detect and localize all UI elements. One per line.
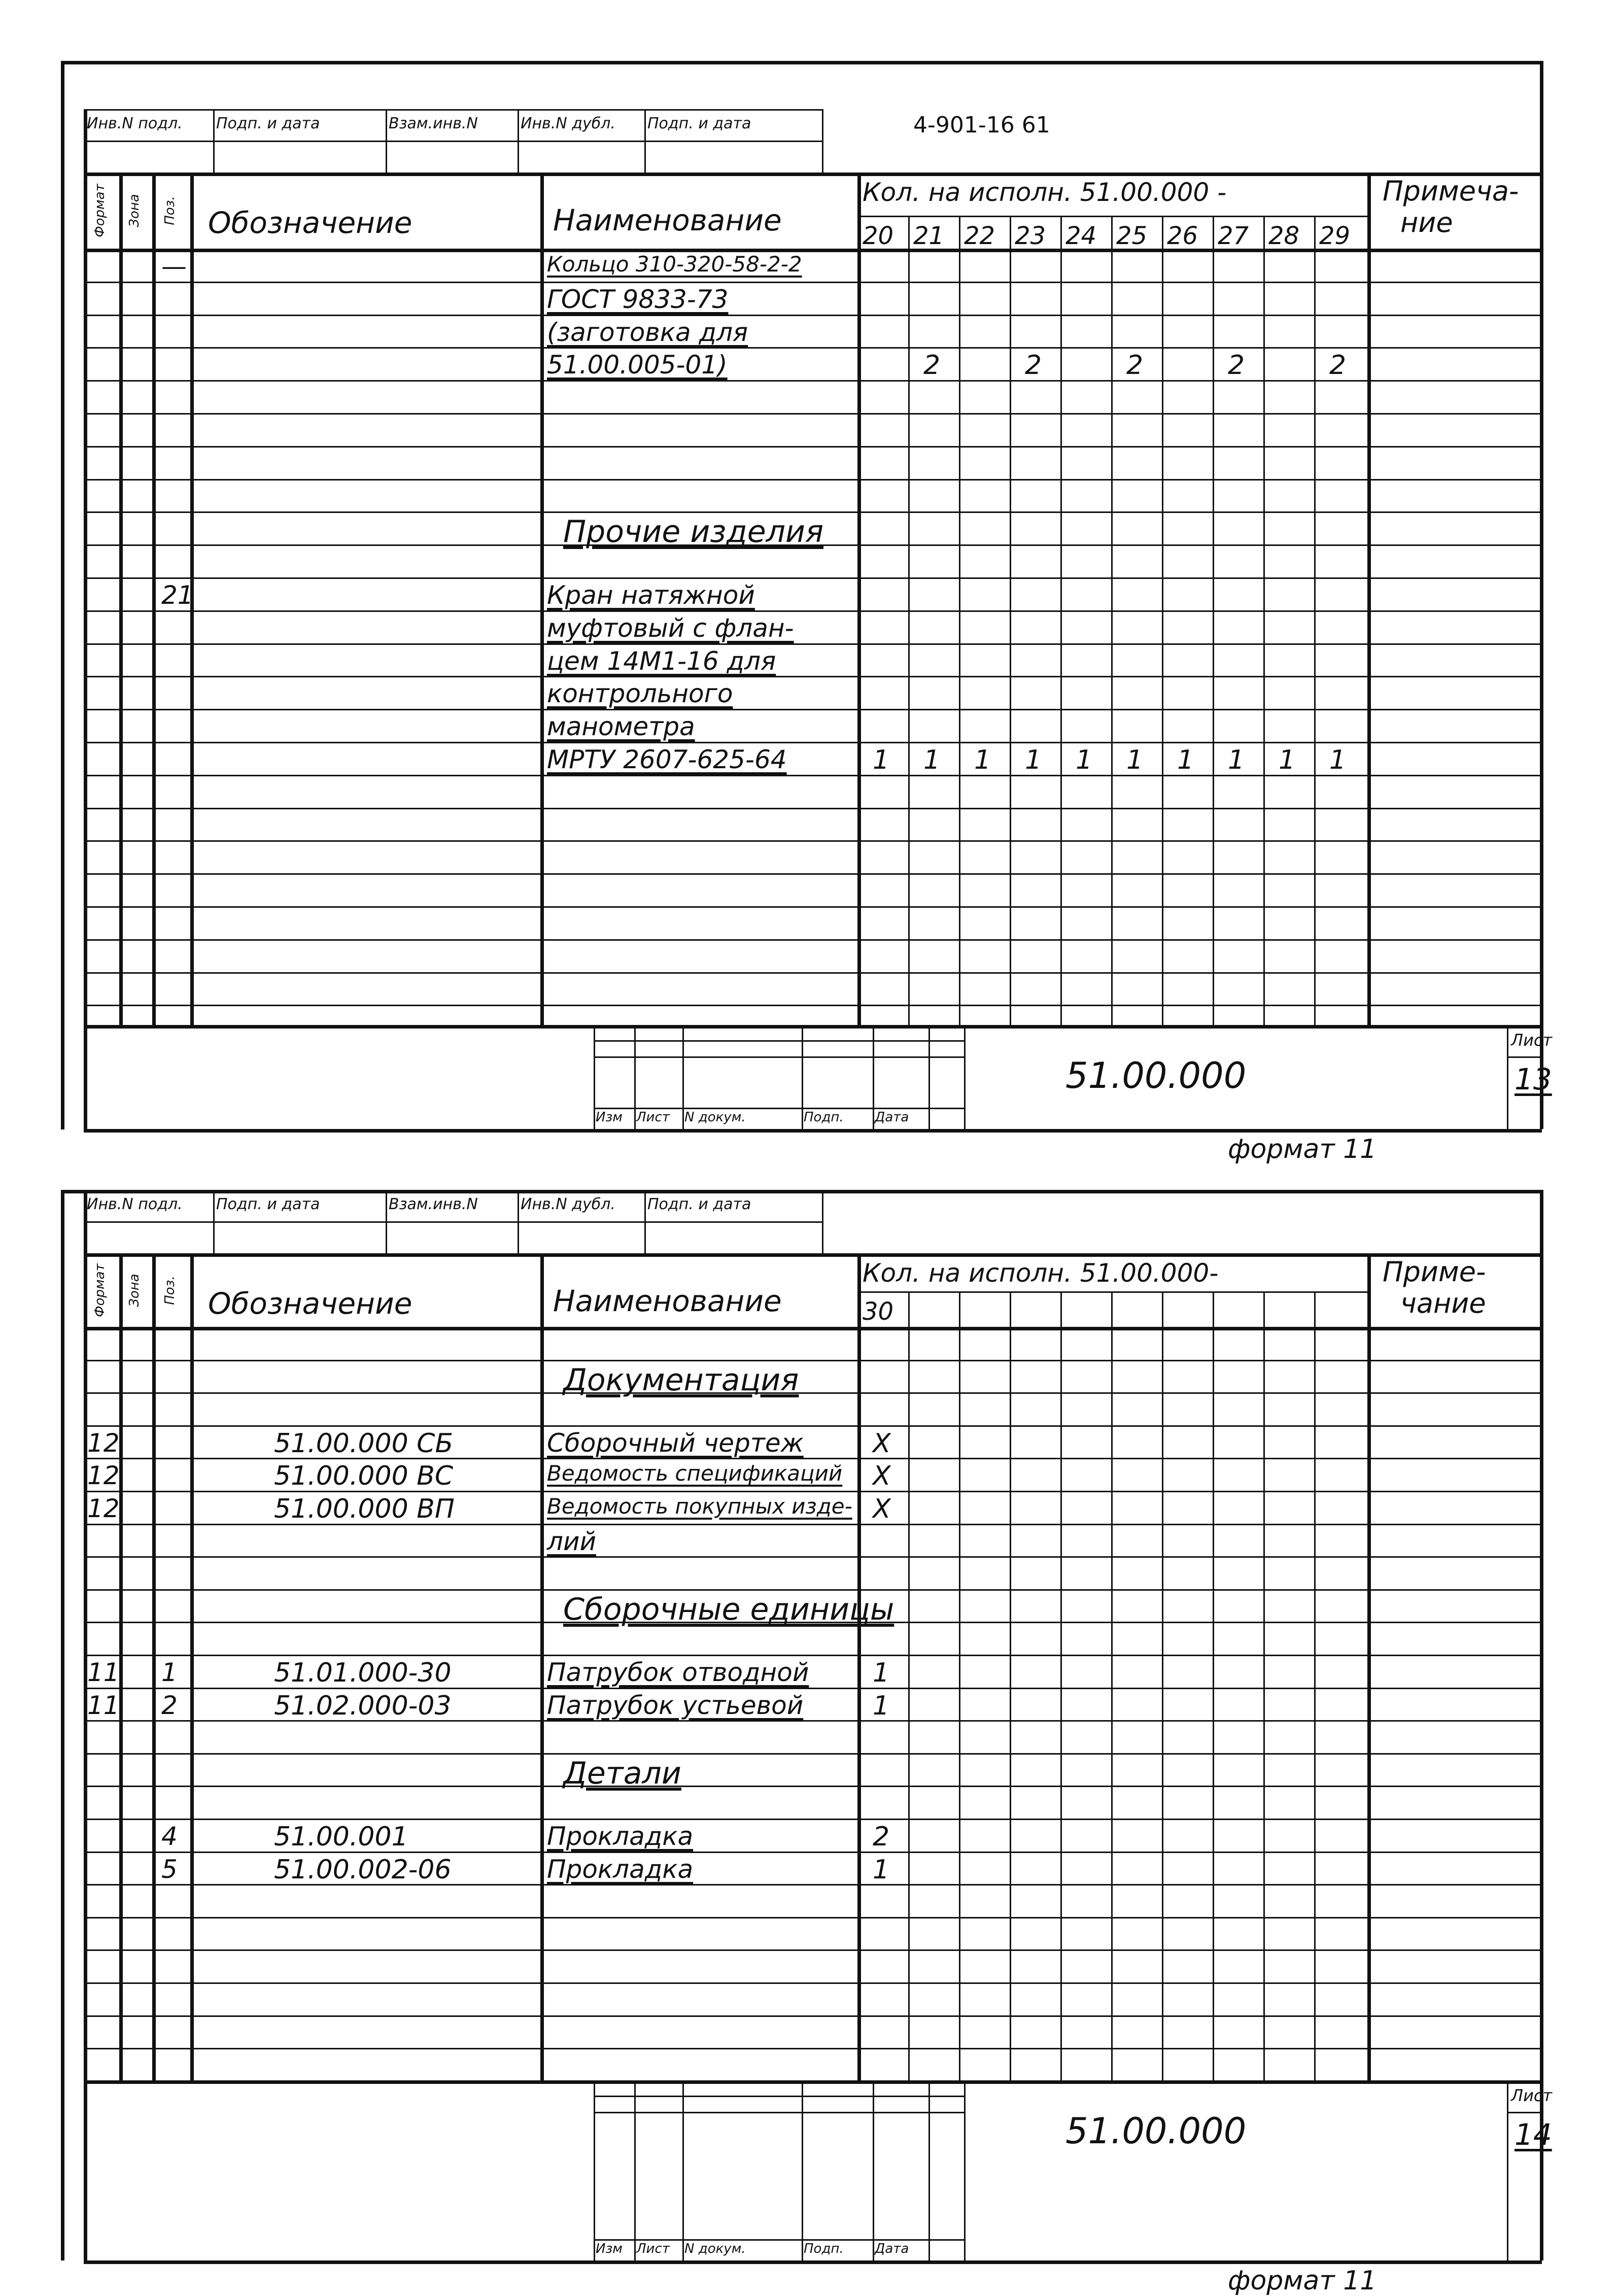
margin-cell-label: Инв.N дубл. xyxy=(521,115,615,132)
grid-line xyxy=(84,742,1540,743)
grid-line xyxy=(84,511,1540,513)
grid-line xyxy=(644,109,646,173)
row-quantity: 1 xyxy=(923,745,941,775)
row-name: Патрубок отводной xyxy=(547,1658,809,1687)
row-quantity: X xyxy=(873,1428,891,1459)
grid-line xyxy=(84,1025,1540,1029)
grid-line xyxy=(61,61,64,1129)
row-name: Кран натяжной xyxy=(547,580,755,610)
grid-line xyxy=(964,2080,966,2260)
grid-line xyxy=(1314,216,1316,1025)
grid-line xyxy=(84,2260,1542,2264)
grid-line xyxy=(540,1253,544,2080)
row-quantity: 1 xyxy=(1279,745,1296,775)
grid-line xyxy=(873,2080,874,2260)
grid-line xyxy=(84,906,1540,908)
grid-line xyxy=(84,109,85,173)
stamp-label: Лист xyxy=(636,2241,670,2256)
grid-line xyxy=(84,1917,1540,1918)
row-name: манометра xyxy=(547,712,695,742)
margin-cell-label: Взам.инв.N xyxy=(389,1195,478,1213)
grid-line xyxy=(84,577,1540,579)
grid-line xyxy=(84,315,1540,316)
variant-number: 22 xyxy=(964,222,995,250)
col-header-format: Формат xyxy=(92,184,108,237)
row-quantity: 2 xyxy=(1329,350,1347,381)
grid-line xyxy=(1507,1056,1540,1058)
grid-line xyxy=(594,2096,964,2097)
grid-line xyxy=(84,676,1540,677)
row-name: Ведомость покупных изде- xyxy=(547,1494,852,1519)
section-heading: Детали xyxy=(563,1755,681,1791)
row-quantity: 1 xyxy=(1329,745,1347,775)
row-quantity: 2 xyxy=(873,1822,890,1852)
margin-cell-label: Взам.инв.N xyxy=(389,115,478,132)
grid-line xyxy=(1263,216,1265,1025)
row-name: МРТУ 2607-625-64 xyxy=(547,745,787,774)
row-designation: 51.01.000-30 xyxy=(274,1658,452,1688)
row-position: 21 xyxy=(161,580,194,610)
spec-sheet-13 xyxy=(0,0,1618,1142)
col-header-pos: Поз. xyxy=(162,1275,178,1305)
row-format: 11 xyxy=(87,1690,120,1720)
row-quantity: 1 xyxy=(873,1854,890,1885)
col-header-note-line1: Примеча- xyxy=(1383,175,1519,207)
row-quantity: 1 xyxy=(1126,745,1144,775)
grid-line xyxy=(84,141,822,142)
stamp-label: Дата xyxy=(875,2241,909,2256)
row-position: 2 xyxy=(161,1690,178,1720)
grid-line xyxy=(634,2080,636,2260)
stamp-document-number: 51.00.000 xyxy=(1065,2110,1247,2152)
row-name: контрольного xyxy=(547,679,733,709)
row-name: Прокладка xyxy=(547,1854,694,1884)
grid-line xyxy=(857,173,861,1025)
grid-line xyxy=(518,1190,519,1253)
variant-number: 23 xyxy=(1015,222,1046,250)
section-heading: Сборочные единицы xyxy=(563,1591,894,1627)
row-quantity: 2 xyxy=(1025,350,1042,381)
grid-line xyxy=(959,216,960,1025)
variant-number: 25 xyxy=(1116,222,1148,250)
grid-line xyxy=(873,1025,874,1129)
grid-line xyxy=(84,939,1540,941)
grid-line xyxy=(908,216,910,1025)
variant-number: 26 xyxy=(1167,222,1198,250)
grid-line xyxy=(594,2239,964,2241)
stamp-sheet-label: Лист xyxy=(1511,2086,1553,2105)
grid-line xyxy=(84,1819,1540,1820)
grid-line xyxy=(84,446,1540,448)
stamp-label: Дата xyxy=(875,1110,909,1125)
grid-line xyxy=(84,1753,1540,1755)
row-format: 12 xyxy=(87,1494,120,1523)
grid-line xyxy=(644,1190,646,1253)
margin-cell-label: Инв.N подл. xyxy=(87,1195,183,1213)
grid-line xyxy=(84,282,1540,283)
grid-line xyxy=(61,1190,64,2260)
row-name: Патрубок устьевой xyxy=(547,1690,804,1720)
col-header-name: Наименование xyxy=(553,1284,782,1318)
stamp-label: Подп. xyxy=(804,1110,844,1125)
row-quantity: 1 xyxy=(873,1658,890,1688)
variant-number: 24 xyxy=(1065,222,1097,250)
grid-line xyxy=(518,109,519,173)
grid-line xyxy=(386,109,387,173)
stamp-document-number: 51.00.000 xyxy=(1065,1055,1247,1096)
grid-line xyxy=(857,1253,861,2080)
grid-line xyxy=(190,1253,194,2080)
variant-number: 29 xyxy=(1319,222,1351,250)
grid-line xyxy=(928,1025,930,1129)
grid-line xyxy=(1367,173,1371,1025)
row-position: 4 xyxy=(161,1822,178,1851)
grid-line xyxy=(84,709,1540,710)
grid-line xyxy=(84,109,822,111)
row-quantity: 1 xyxy=(1228,745,1245,775)
grid-line xyxy=(594,1056,964,1058)
grid-line xyxy=(682,2080,684,2260)
row-name: лий xyxy=(547,1526,596,1556)
row-quantity: 1 xyxy=(1025,745,1042,775)
grid-line xyxy=(594,1108,964,1109)
grid-line xyxy=(84,1786,1540,1787)
section-heading: Документация xyxy=(563,1362,799,1398)
grid-line xyxy=(84,1949,1540,1951)
row-quantity: 2 xyxy=(923,350,941,381)
grid-line xyxy=(594,2112,964,2113)
variant-number: 20 xyxy=(863,222,894,250)
variant-number: 21 xyxy=(913,222,945,250)
grid-line xyxy=(1010,1291,1011,2080)
col-header-designation: Обозначение xyxy=(208,205,412,240)
row-designation: 51.02.000-03 xyxy=(274,1690,452,1721)
grid-line xyxy=(84,173,1540,176)
col-header-note-line1: Приме- xyxy=(1383,1256,1486,1288)
row-name: Ведомость спецификаций xyxy=(547,1461,843,1486)
grid-line xyxy=(1507,2080,1508,2260)
grid-line xyxy=(84,1190,822,1191)
grid-line xyxy=(802,2080,803,2260)
col-header-pos: Поз. xyxy=(162,196,178,225)
grid-line xyxy=(802,1025,803,1129)
grid-line xyxy=(822,109,823,173)
margin-cell-label: Инв.N дубл. xyxy=(521,1195,615,1213)
grid-line xyxy=(84,413,1540,415)
stamp-label: Изм xyxy=(596,1110,623,1125)
stamp-label: Лист xyxy=(636,1110,670,1125)
row-name: Прокладка xyxy=(547,1822,694,1851)
grid-line xyxy=(1060,216,1062,1025)
grid-line xyxy=(84,643,1540,645)
row-quantity: 1 xyxy=(873,745,890,775)
row-position: — xyxy=(161,252,187,281)
col-header-note-line2: чание xyxy=(1400,1287,1486,1319)
row-designation: 51.00.000 ВС xyxy=(274,1461,454,1492)
grid-line xyxy=(84,1392,1540,1394)
grid-line xyxy=(908,1291,910,2080)
col-header-name: Наименование xyxy=(553,203,782,237)
grid-line xyxy=(119,1253,123,2080)
grid-line xyxy=(84,1005,1540,1006)
row-name: Сборочный чертеж xyxy=(547,1428,804,1458)
grid-line xyxy=(959,1291,960,2080)
grid-line xyxy=(119,173,123,1025)
row-name: цем 14М1-16 для xyxy=(547,646,776,676)
col-header-zone: Зона xyxy=(127,194,142,227)
grid-line xyxy=(964,1025,966,1129)
row-quantity: 2 xyxy=(1228,350,1245,381)
grid-line xyxy=(386,1190,387,1253)
grid-line xyxy=(84,2015,1540,2017)
section-heading: Прочие изделия xyxy=(563,514,824,550)
row-designation: 51.00.002-06 xyxy=(274,1854,452,1885)
grid-line xyxy=(1507,2112,1540,2113)
grid-line xyxy=(84,1655,1540,1656)
col-header-qty: Кол. на исполн. 51.00.000 - xyxy=(863,178,1227,207)
grid-line xyxy=(84,808,1540,809)
variant-number: 28 xyxy=(1268,222,1300,250)
col-header-designation: Обозначение xyxy=(208,1286,412,1321)
row-format: 12 xyxy=(87,1461,120,1491)
grid-line xyxy=(84,1327,1540,1330)
margin-cell-label: Инв.N подл. xyxy=(87,115,183,132)
grid-line xyxy=(1111,1291,1113,2080)
grid-line xyxy=(594,2080,595,2260)
grid-line xyxy=(1111,216,1113,1025)
grid-line xyxy=(152,1253,156,2080)
row-quantity: X xyxy=(873,1461,891,1492)
grid-line xyxy=(84,479,1540,481)
grid-line xyxy=(1010,216,1011,1025)
grid-line xyxy=(213,1190,215,1253)
row-name: (заготовка для xyxy=(547,317,748,347)
margin-cell-label: Подп. и дата xyxy=(216,115,320,132)
grid-line xyxy=(634,1025,636,1129)
grid-line xyxy=(84,1221,822,1223)
stamp-label: N докум. xyxy=(684,1110,746,1125)
row-quantity: 1 xyxy=(1076,745,1093,775)
grid-line xyxy=(84,1360,1540,1361)
grid-line xyxy=(84,840,1540,842)
grid-line xyxy=(84,380,1540,382)
grid-line xyxy=(1060,1291,1062,2080)
grid-line xyxy=(822,1190,823,1253)
grid-line xyxy=(1367,1253,1371,2080)
row-quantity: 1 xyxy=(1177,745,1194,775)
grid-line xyxy=(84,1982,1540,1984)
row-designation: 51.00.001 xyxy=(274,1822,408,1852)
grid-line xyxy=(213,109,215,173)
grid-line xyxy=(84,775,1540,776)
grid-line xyxy=(84,347,1540,349)
grid-line xyxy=(152,173,156,1025)
grid-line xyxy=(61,61,1542,64)
grid-line xyxy=(84,1253,87,2080)
grid-line xyxy=(1213,1291,1214,2080)
grid-line xyxy=(84,1129,1542,1133)
grid-line xyxy=(84,1190,85,1253)
col-header-note-line2: ние xyxy=(1400,207,1453,238)
row-quantity: 1 xyxy=(974,745,991,775)
grid-line xyxy=(84,1556,1540,1558)
row-position: 1 xyxy=(161,1658,178,1687)
grid-line xyxy=(1162,216,1163,1025)
grid-line xyxy=(1162,1291,1163,2080)
row-name: 51.00.005-01) xyxy=(547,350,728,380)
row-quantity: 2 xyxy=(1126,350,1144,381)
grid-line xyxy=(594,1025,595,1129)
grid-line xyxy=(1507,1025,1508,1129)
row-name: ГОСТ 9833-73 xyxy=(547,284,729,314)
stamp-sheet-label: Лист xyxy=(1511,1031,1553,1050)
stamp-sheet-number: 13 xyxy=(1514,1062,1552,1096)
row-format: 11 xyxy=(87,1658,120,1687)
grid-line xyxy=(1213,216,1214,1025)
col-header-format: Формат xyxy=(92,1263,108,1317)
row-format: 12 xyxy=(87,1428,120,1458)
grid-line xyxy=(682,1025,684,1129)
col-header-zone: Зона xyxy=(127,1273,142,1307)
row-designation: 51.00.000 ВП xyxy=(274,1494,455,1524)
grid-line xyxy=(1314,1291,1316,2080)
row-position: 5 xyxy=(161,1854,178,1884)
row-quantity: 1 xyxy=(873,1690,890,1721)
stamp-label: Изм xyxy=(596,2241,623,2256)
row-quantity: X xyxy=(873,1494,891,1524)
grid-line xyxy=(84,873,1540,875)
margin-cell-label: Подп. и дата xyxy=(647,115,751,132)
variant-number: 30 xyxy=(863,1297,894,1326)
grid-line xyxy=(594,1040,964,1042)
grid-line xyxy=(84,1589,1540,1591)
grid-line xyxy=(1540,1253,1543,2080)
grid-line xyxy=(84,610,1540,612)
grid-line xyxy=(540,173,544,1025)
row-designation: 51.00.000 СБ xyxy=(274,1428,454,1459)
stamp-label: N докум. xyxy=(684,2241,746,2256)
format-caption: формат 11 xyxy=(1228,1134,1377,1164)
col-header-qty: Кол. на исполн. 51.00.000- xyxy=(863,1258,1219,1288)
margin-cell-label: Подп. и дата xyxy=(216,1195,320,1213)
grid-line xyxy=(1263,1291,1265,2080)
stamp-sheet-number: 14 xyxy=(1514,2117,1552,2152)
grid-line xyxy=(84,1253,1540,1257)
grid-line xyxy=(84,972,1540,974)
grid-line xyxy=(84,2080,1540,2084)
row-name: муфтовый с флан- xyxy=(547,613,794,643)
grid-line xyxy=(928,2080,930,2260)
grid-line xyxy=(84,173,87,1025)
document-header-number: 4-901-16 61 xyxy=(913,112,1050,138)
grid-line xyxy=(1540,173,1543,1025)
grid-line xyxy=(84,1425,1540,1427)
row-name: Кольцо 310-320-58-2-2 xyxy=(547,252,802,277)
stamp-label: Подп. xyxy=(804,2241,844,2256)
grid-line xyxy=(84,2048,1540,2049)
variant-number: 27 xyxy=(1218,222,1249,250)
margin-cell-label: Подп. и дата xyxy=(647,1195,751,1213)
format-caption: формат 11 xyxy=(1228,2266,1377,2296)
